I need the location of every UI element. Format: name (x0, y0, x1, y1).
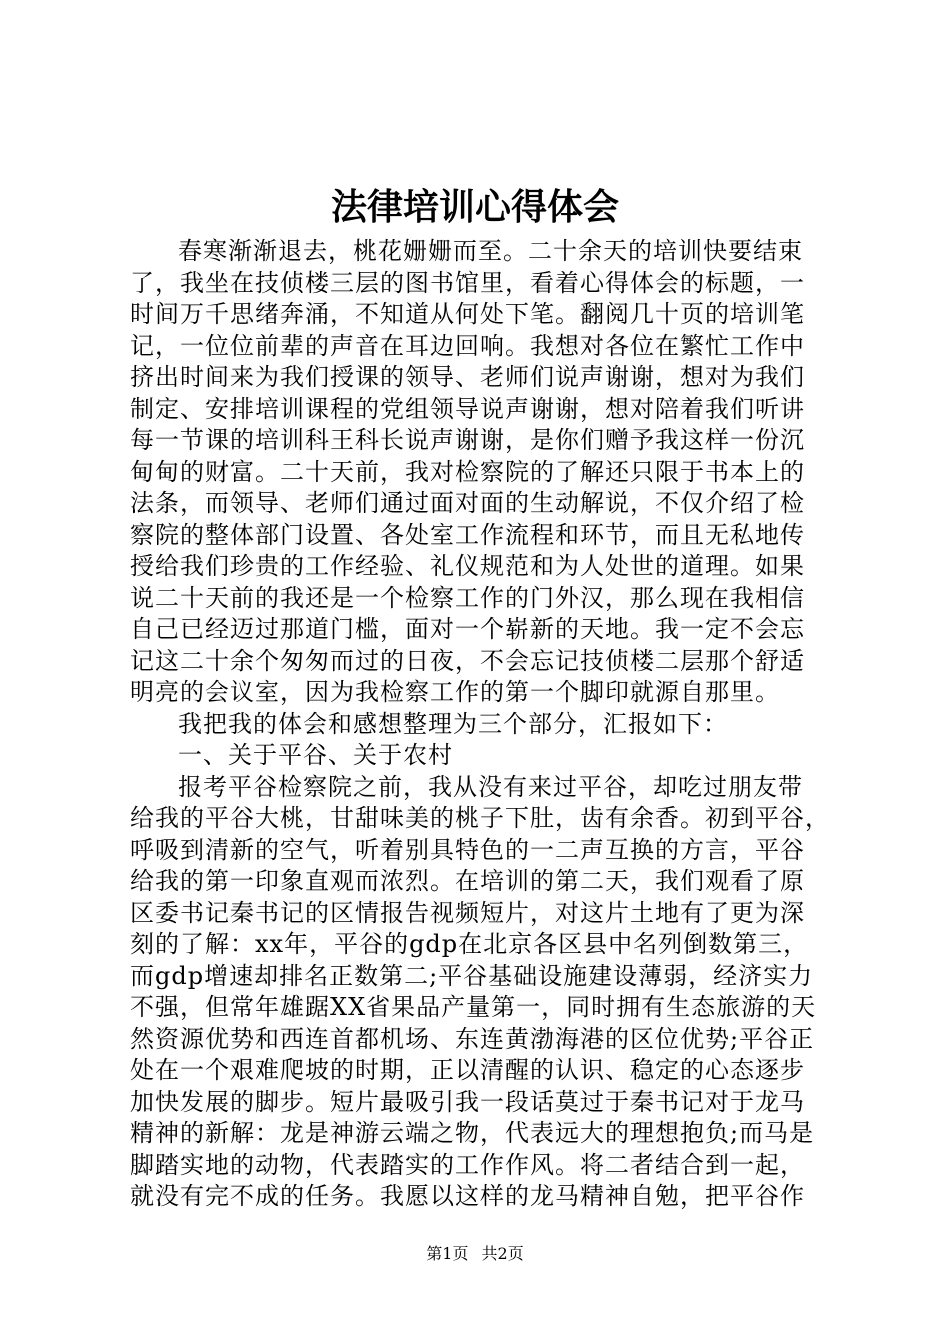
text-line: 了，我坐在技侦楼三层的图书馆里，看着心得体会的标题，一 (130, 268, 805, 297)
document-body (130, 236, 830, 1213)
text-line: 脚踏实地的动物，代表踏实的工作作风。将二者结合到一起， (130, 1150, 805, 1179)
text-line: 给我的平谷大桃，甘甜味美的桃子下肚，齿有余香。初到平谷， (130, 804, 830, 832)
text-line: 就没有完不成的任务。我愿以这样的龙马精神自勉，把平谷作 (130, 1182, 805, 1210)
text-line: 制定、安排培训课程的党组领导说声谢谢，想对陪着我们听讲 (130, 394, 805, 423)
text-line: 明亮的会议室，因为我检察工作的第一个脚印就源自那里。 (130, 678, 780, 706)
text-line: 记这二十余个匆匆而过的日夜，不会忘记技侦楼二层那个舒适 (130, 646, 805, 675)
text-line: 我把我的体会和感想整理为三个部分，汇报如下： (178, 709, 728, 738)
text-line: 自己已经迈过那道门槛，面对一个崭新的天地。我一定不会忘 (130, 615, 805, 643)
text-line: 说二十天前的我还是一个检察工作的门外汉，那么现在我相信 (130, 583, 805, 612)
text-line: 处在一个艰难爬坡的时期，正以清醒的认识、稳定的心态逐步 (130, 1056, 805, 1084)
text-line: 而gdp增速却排名正数第二;平谷基础设施建设薄弱，经济实力 (130, 961, 814, 990)
text-line: 精神的新解：龙是神游云端之物，代表远大的理想抱负;而马是 (130, 1119, 815, 1147)
text-line: 呼吸到清新的空气，听着别具特色的一二声互换的方言，平谷 (130, 835, 805, 864)
text-line: 时间万千思绪奔涌，不知道从何处下笔。翻阅几十页的培训笔 (130, 300, 805, 328)
text-line: 授给我们珍贵的工作经验、礼仪规范和为人处世的道理。如果 (130, 552, 805, 580)
text-line: 给我的第一印象直观而浓烈。在培训的第二天，我们观看了原 (130, 867, 805, 895)
text-line: 不强，但常年雄踞XX省果品产量第一，同时拥有生态旅游的天 (130, 993, 817, 1021)
text-line: 挤出时间来为我们授课的领导、老师们说声谢谢，想对为我们 (130, 363, 805, 391)
text-line: 区委书记秦书记的区情报告视频短片，对这片土地有了更为深 (130, 898, 805, 927)
text-line: 法条，而领导、老师们通过面对面的生动解说，不仅介绍了检 (130, 489, 805, 517)
text-line: 一、关于平谷、关于农村 (178, 741, 453, 769)
text-line: 然资源优势和西连首都机场、东连黄渤海港的区位优势;平谷正 (130, 1024, 815, 1053)
page-total: 共2页 (481, 1244, 524, 1263)
text-line: 每一节课的培训科王科长说声谢谢，是你们赠予我这样一份沉 (130, 426, 805, 454)
text-line: 记，一位位前辈的声音在耳边回响。我想对各位在繁忙工作中 (130, 331, 805, 360)
text-line: 甸甸的财富。二十天前，我对检察院的了解还只限于书本上的 (130, 457, 805, 486)
page-number: 第1页 (426, 1244, 469, 1263)
text-line: 察院的整体部门设置、各处室工作流程和环节，而且无私地传 (130, 520, 805, 549)
text-line: 加快发展的脚步。短片最吸引我一段话莫过于秦书记对于龙马 (130, 1087, 805, 1116)
document-title: 法律培训心得体会 (330, 186, 619, 228)
text-line: 春寒渐渐退去，桃花姗姗而至。二十余天的培训快要结束 (178, 237, 803, 265)
text-line: 刻的了解：xx年，平谷的gdp在北京各区县中名列倒数第三， (130, 930, 809, 958)
page-footer (0, 1243, 950, 1265)
text-line: 报考平谷检察院之前，我从没有来过平谷，却吃过朋友带 (178, 772, 803, 801)
